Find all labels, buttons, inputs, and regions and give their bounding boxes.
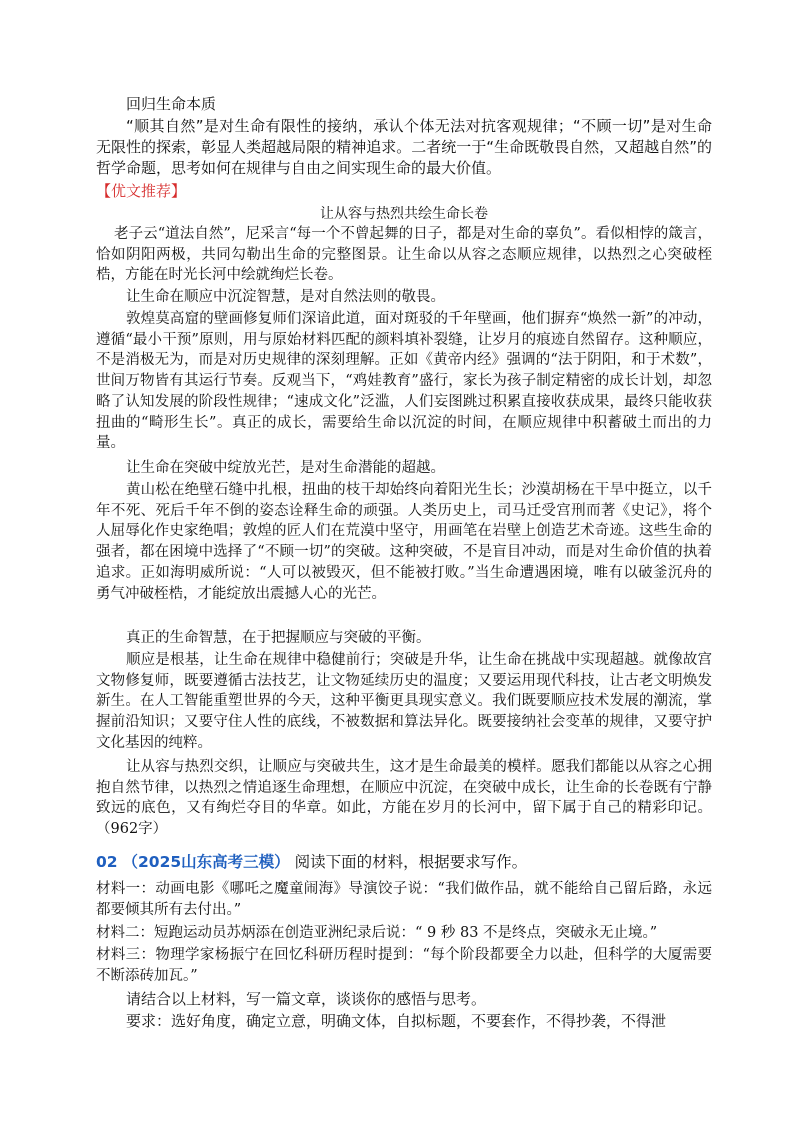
question-instruction: 请结合以上材料，写一篇文章，谈谈你的感悟与思考。 xyxy=(126,990,487,1008)
essay-title: 让从容与热烈共绘生命长卷 xyxy=(320,206,488,222)
intro-heading: 回归生命本质 xyxy=(126,95,217,113)
essay-paragraph-5: 黄山松在绝壁石缝中扎根，扭曲的枝干却始终向着阳光生长；沙漠胡杨在干旱中挺立，以千年不死、死后千年不倒的姿态诠释生命的顽强。人类历史上，司马迁受宫刑而著《史记》，将个人屈辱化作史家绝唱；敦煌的匠人们在荒漠中坚守，用画笔在岩壁上创造艺术奇迹。这些生命的强者，都在困境中选择了“不顾一切”的突破。这种突破，不是盲目冲动，而是对生命价值的执着追求。正如海明威所说：“人可以被毁灭，但不能被打败。”当生命遭遇困境，唯有以破釜沉舟的勇气冲破桎梏，才能绽放出震撼人心的光芒。 xyxy=(96,482,712,602)
section-label: 【优文推荐】 xyxy=(96,182,187,200)
essay-paragraph-6: 真正的生命智慧，在于把握顺应与突破的平衡。 xyxy=(126,630,431,646)
material-1: 材料一：动画电影《哪吒之魔童闹海》导演饺子说：“我们做作品，就不能给自己留后路，永远都要倾其所有去付出。” xyxy=(96,881,712,918)
material-3: 材料三：物理学家杨振宁在回忆科研历程时提到：“每个阶段都要全力以赴，但科学的大厦需要不断添砖加瓦。” xyxy=(96,947,712,984)
essay-paragraph-1: 老子云“道法自然”，尼采言“每一个不曾起舞的日子，都是对生命的辜负”。看似相悖的箴言，恰如阴阳两极，共同勾勒出生命的完整图景。让生命以从容之态顺应规律，以热烈之心突破桎梏，方能在时光长河中绘就绚烂长卷。 xyxy=(96,226,712,284)
essay-paragraph-4: 让生命在突破中绽放光芒，是对生命潜能的超越。 xyxy=(126,460,445,476)
question-source: （2025山东高考三模） xyxy=(122,853,290,871)
material-2: 材料二：短跑运动员苏炳添在创造亚洲纪录后说：“ 9 秒 83 不是终点，突破永无止境。” xyxy=(96,925,658,941)
question-prompt: 阅读下面的材料，根据要求写作。 xyxy=(294,853,528,871)
essay-paragraph-8: 让从容与热烈交织，让顺应与突破共生，这才是生命最美的模样。愿我们都能以从容之心拥抱自然节律，以热烈之情追逐生命理想，在顺应中沉淀，在突破中成长，让生命的长卷既有宁静致远的底色，又有绚烂夺目的华章。如此，方能在岁月的长河中，留下属于自己的精彩印记。（962字） xyxy=(96,759,712,838)
question-number: 02 xyxy=(96,853,118,871)
question-header xyxy=(96,851,712,873)
essay-paragraph-2: 让生命在顺应中沉淀智慧，是对自然法则的敬畏。 xyxy=(126,289,445,305)
essay-paragraph-3: 敦煌莫高窟的壁画修复师们深谙此道，面对斑驳的千年壁画，他们摒弃“焕然一新”的冲动，遵循“最小干预”原则，用与原始材料匹配的颜料填补裂缝，让岁月的痕迹自然留存。这种顺应，不是消极无为，而是对历史规律的深刻理解。正如《黄帝内经》强调的“法于阴阳，和于术数”，世间万物皆有其运行节奏。反观当下，“鸡娃教育”盛行，家长为孩子制定精密的成长计划，却忽略了认知发展的阶段性规律；“速成文化”泛滥，人们妄图跳过积累直接收获成果，最终只能收获扭曲的“畸形生长”。真正的成长，需要给生命以沉淀的时间，在顺应规律中积蓄破土而出的力量。 xyxy=(96,311,712,452)
essay-paragraph-7: 顺应是根基，让生命在规律中稳健前行；突破是升华，让生命在挑战中实现超越。就像故宫文物修复师，既要遵循古法技艺，让文物延续历史的温度；又要运用现代科技，让古老文明焕发新生。在人工智能重塑世界的今天，这种平衡更具现实意义。我们既要顺应技术发展的潮流，掌握前沿知识；又要守住人性的底线，不被数据和算法异化。既要接纳社会变革的规律，又要守护文化基因的纯粹。 xyxy=(96,652,712,751)
intro-body: “顺其自然”是对生命有限性的接纳，承认个体无法对抗客观规律；“不顾一切”是对生命无限性的探索，彰显人类超越局限的精神追求。二者统一于“生命既敬畏自然，又超越自然”的哲学命题，思考如何在规律与自由之间实现生命的最大价值。 xyxy=(96,117,712,177)
question-requirement: 要求：选好角度，确定立意，明确文体，自拟标题，不要套作，不得抄袭，不得泄 xyxy=(126,1012,667,1030)
